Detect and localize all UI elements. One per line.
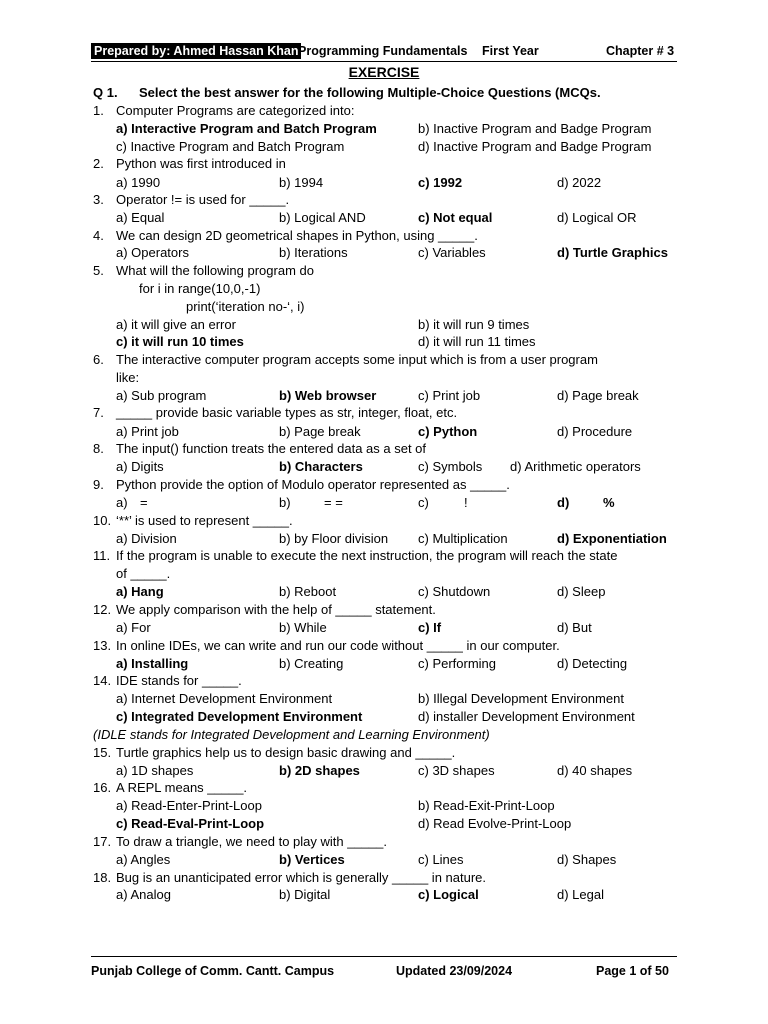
subject-label: Programming Fundamentals <box>298 44 468 58</box>
mcq-text: d) Shapes <box>557 852 617 867</box>
mcq-text: = = <box>324 495 343 510</box>
mcq-text: a) Read-Enter-Print-Loop <box>116 798 262 813</box>
mcq-text: b) <box>279 495 291 510</box>
mcq-text: b) Characters <box>279 459 363 474</box>
mcq-text: a) Hang <box>116 584 164 599</box>
mcq-text: (IDLE stands for Integrated Development and Learning Environment) <box>93 727 490 742</box>
mcq-text: a) Equal <box>116 210 165 225</box>
mcq-text: c) Python <box>418 424 478 439</box>
mcq-text: b) Vertices <box>279 852 345 867</box>
page-number: Page 1 of 50 <box>596 964 669 978</box>
mcq-text: c) <box>418 495 429 510</box>
mcq-text: d) Turtle Graphics <box>557 245 668 260</box>
mcq-text: d) Legal <box>557 887 604 902</box>
mcq-text: We can design 2D geometrical shapes in Python, using _____. <box>116 228 478 243</box>
mcq-text: b) Logical AND <box>279 210 366 225</box>
mcq-text: Turtle graphics help us to design basic drawing and _____. <box>116 745 456 760</box>
mcq-text: c) Inactive Program and Batch Program <box>116 139 345 154</box>
mcq-text: b) 1994 <box>279 175 324 190</box>
mcq-text: d) Page break <box>557 388 639 403</box>
mcq-text: b) Reboot <box>279 584 337 599</box>
mcq-text: 13. <box>93 638 112 653</box>
mcq-text: b) Page break <box>279 424 361 439</box>
mcq-text: d) Detecting <box>557 656 628 671</box>
mcq-text: b) Inactive Program and Badge Program <box>418 121 652 136</box>
mcq-text: The input() function treats the entered data as a set of <box>116 441 427 456</box>
mcq-text: 8. <box>93 441 104 456</box>
mcq-text: = <box>140 495 148 510</box>
mcq-text: b) 2D shapes <box>279 763 360 778</box>
mcq-text: c) Print job <box>418 388 481 403</box>
mcq-text: Bug is an unanticipated error which is generally _____ in nature. <box>116 870 487 885</box>
mcq-text: 16. <box>93 780 112 795</box>
chapter-label: Chapter # 3 <box>606 44 675 58</box>
mcq-text: c) If <box>418 620 442 635</box>
mcq-text: b) While <box>279 620 327 635</box>
mcq-text: a) Internet Development Environment <box>116 691 333 706</box>
mcq-text: c) Shutdown <box>418 584 491 599</box>
mcq-text: d) installer Development Environment <box>418 709 635 724</box>
mcq-text: a) Interactive Program and Batch Program <box>116 121 377 136</box>
mcq-text: 17. <box>93 834 112 849</box>
page-title: EXERCISE <box>348 64 420 80</box>
mcq-text: b) it will run 9 times <box>418 317 530 332</box>
mcq-text: d) But <box>557 620 592 635</box>
mcq-text: 12. <box>93 602 112 617</box>
mcq-text: c) Variables <box>418 245 486 260</box>
mcq-text: a) it will give an error <box>116 317 236 332</box>
mcq-text: a) Operators <box>116 245 189 260</box>
mcq-text: a) Division <box>116 531 177 546</box>
mcq-text: d) Inactive Program and Badge Program <box>418 139 652 154</box>
question-text: Select the best answer for the following Multiple-Choice Questions (MCQs. <box>139 85 601 100</box>
mcq-text: b) Illegal Development Environment <box>418 691 624 706</box>
mcq-text: b) by Floor division <box>279 531 389 546</box>
mcq-text: c) Integrated Development Environment <box>116 709 363 724</box>
mcq-text: b) Creating <box>279 656 344 671</box>
mcq-text: like: <box>116 370 140 385</box>
mcq-text: We apply comparison with the help of _____ statement. <box>116 602 436 617</box>
mcq-text: c) 3D shapes <box>418 763 495 778</box>
mcq-text: 9. <box>93 477 104 492</box>
mcq-text: print(‘iteration no-‘, i) <box>186 299 305 314</box>
mcq-text: ‘**’ is used to represent _____. <box>116 513 293 528</box>
mcq-text: d) it will run 11 times <box>418 334 536 349</box>
mcq-text: To draw a triangle, we need to play with _____. <box>116 834 388 849</box>
mcq-text: for i in range(10,0,-1) <box>139 281 261 296</box>
mcq-text: a) Print job <box>116 424 179 439</box>
mcq-text: a) Analog <box>116 887 171 902</box>
mcq-text: d) 2022 <box>557 175 602 190</box>
mcq-text: 3. <box>93 192 104 207</box>
mcq-text: a) <box>116 495 128 510</box>
mcq-text: a) 1D shapes <box>116 763 194 778</box>
mcq-text: d) Exponentiation <box>557 531 667 546</box>
mcq-text: a) Digits <box>116 459 164 474</box>
mcq-text: c) Performing <box>418 656 497 671</box>
mcq-text: b) Iterations <box>279 245 348 260</box>
mcq-text: IDE stands for _____. <box>116 673 242 688</box>
mcq-text: d) 40 shapes <box>557 763 633 778</box>
mcq-text: The interactive computer program accepts some input which is from a user program <box>116 352 598 367</box>
page-header <box>91 43 677 62</box>
mcq-text: c) 1992 <box>418 175 463 190</box>
mcq-text: If the program is unable to execute the next instruction, the program will reach the state <box>116 548 618 563</box>
mcq-text: c) Multiplication <box>418 531 508 546</box>
mcq-text: _____ provide basic variable types as str, integer, float, etc. <box>116 405 458 420</box>
mcq-text: A REPL means _____. <box>116 780 248 795</box>
mcq-text: of _____. <box>116 566 171 581</box>
prepared-by: Prepared by: Ahmed Hassan Khan <box>91 43 301 59</box>
mcq-text: In online IDEs, we can write and run our code without _____ in our computer. <box>116 638 560 653</box>
mcq-text: c) it will run 10 times <box>116 334 244 349</box>
mcq-text: d) <box>557 495 570 510</box>
mcq-text: c) Lines <box>418 852 464 867</box>
college-name: Punjab College of Comm. Cantt. Campus <box>91 964 335 978</box>
mcq-text: c) Logical <box>418 887 479 902</box>
mcq-text: 2. <box>93 156 104 171</box>
mcq-text: d) Arithmetic operators <box>510 459 641 474</box>
mcq-text: Python was first introduced in <box>116 156 286 171</box>
mcq-text: Operator != is used for _____. <box>116 192 290 207</box>
mcq-text: 15. <box>93 745 112 760</box>
mcq-text: What will the following program do <box>116 263 314 278</box>
question-label: Q 1. <box>93 85 118 100</box>
mcq-text: d) Logical OR <box>557 210 637 225</box>
mcq-text: Python provide the option of Modulo operator represented as _____. <box>116 477 510 492</box>
mcq-text: b) Web browser <box>279 388 377 403</box>
mcq-text: ! <box>464 495 468 510</box>
mcq-text: 11. <box>93 548 111 563</box>
mcq-text: b) Digital <box>279 887 331 902</box>
mcq-text: a) 1990 <box>116 175 161 190</box>
mcq-text: d) Read Evolve-Print-Loop <box>418 816 572 831</box>
mcq-text: a) Angles <box>116 852 171 867</box>
mcq-text: Computer Programs are categorized into: <box>116 103 355 118</box>
mcq-text: c) Read-Eval-Print-Loop <box>116 816 265 831</box>
mcq-text: a) For <box>116 620 151 635</box>
mcq-text: d) Procedure <box>557 424 633 439</box>
mcq-text: 4. <box>93 228 104 243</box>
mcq-text: b) Read-Exit-Print-Loop <box>418 798 555 813</box>
mcq-text: c) Symbols <box>418 459 483 474</box>
mcq-text: 14. <box>93 673 112 688</box>
mcq-text: 18. <box>93 870 112 885</box>
mcq-text: a) Installing <box>116 656 189 671</box>
mcq-text: 10. <box>93 513 112 528</box>
mcq-text: 1. <box>93 103 104 118</box>
mcq-text: d) Sleep <box>557 584 606 599</box>
mcq-text: c) Not equal <box>418 210 493 225</box>
mcq-text: 7. <box>93 405 104 420</box>
mcq-text: % <box>603 495 615 510</box>
page-footer <box>91 956 677 977</box>
year-label: First Year <box>482 44 539 58</box>
mcq-text: 5. <box>93 263 104 278</box>
mcq-text: 6. <box>93 352 104 367</box>
updated-date: Updated 23/09/2024 <box>396 964 513 978</box>
mcq-text: a) Sub program <box>116 388 207 403</box>
